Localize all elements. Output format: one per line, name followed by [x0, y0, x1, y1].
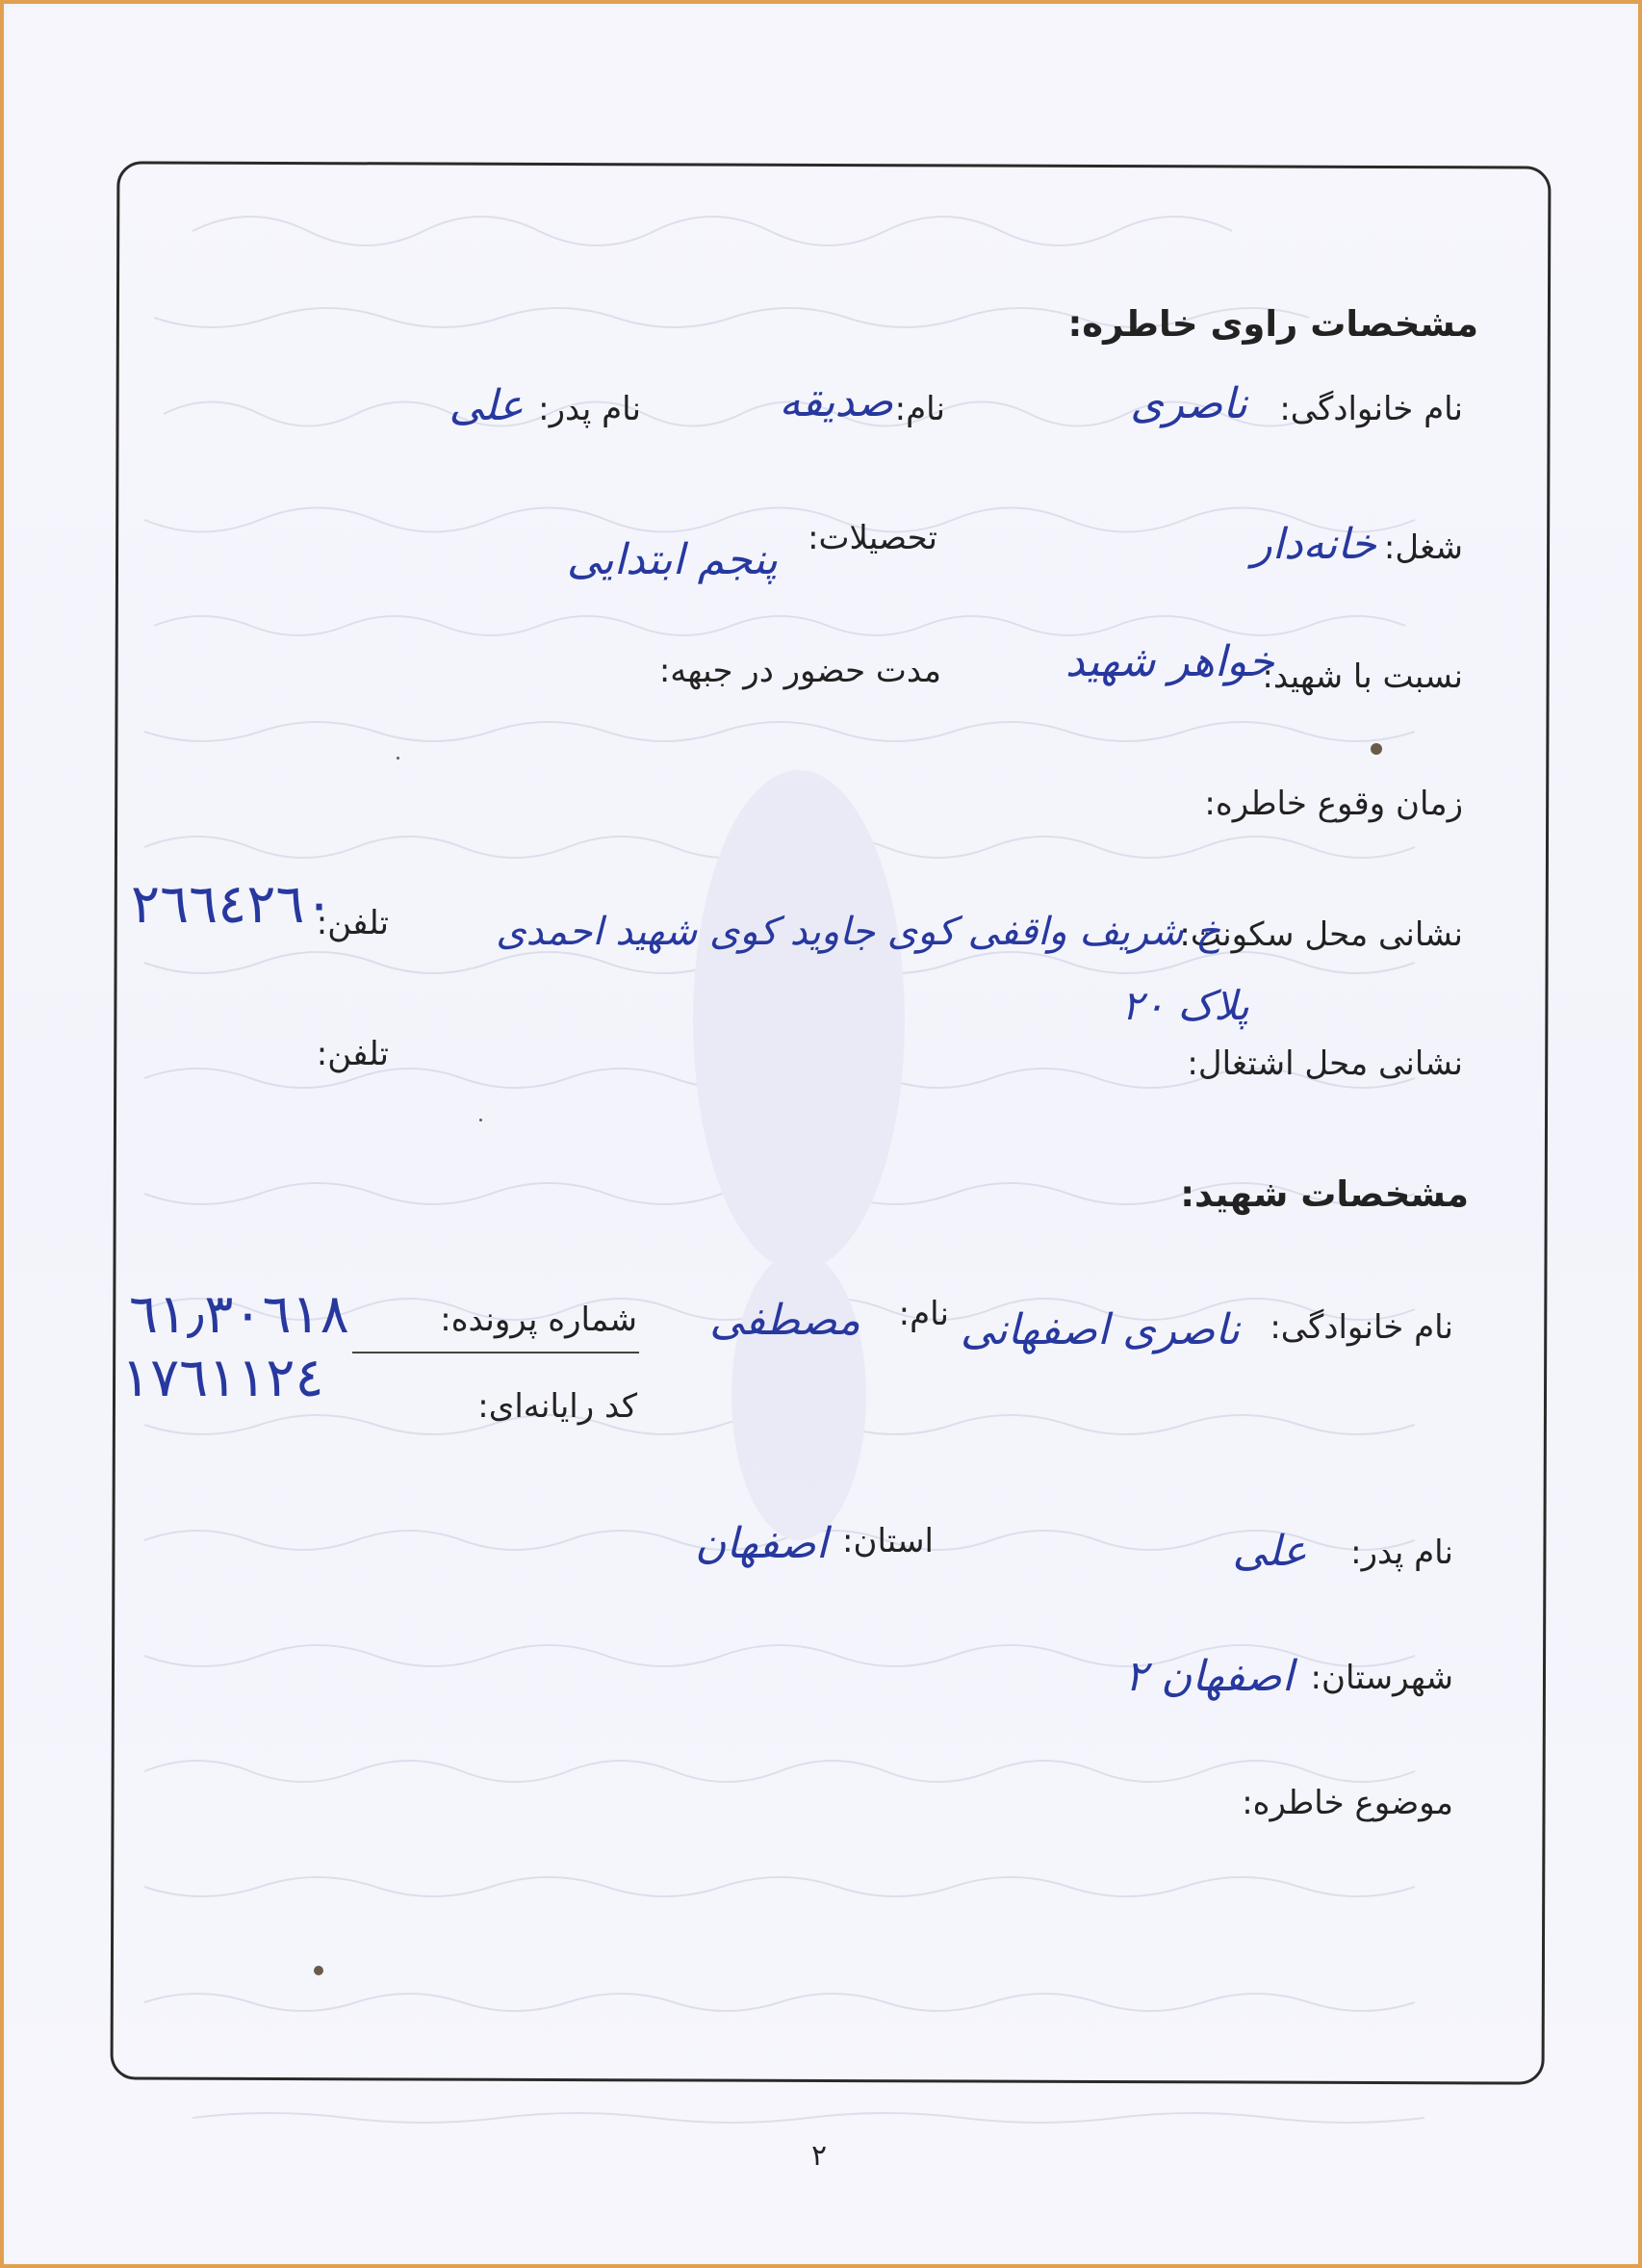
- ink-speck: [397, 757, 399, 760]
- narrator-education-label: تحصیلات:: [808, 519, 937, 557]
- narrator-family-name-label: نام خانوادگی:: [1279, 390, 1463, 428]
- martyr-heading: مشخصات شهید:: [1180, 1173, 1469, 1215]
- ink-speck: [1371, 743, 1382, 755]
- narrator-home-address-extra: پلاک ۲۰: [1121, 982, 1249, 1029]
- narrator-family-name-value: ناصری: [1130, 379, 1247, 428]
- narrator-home-address-label: نشانی محل سکونت:: [1179, 915, 1463, 954]
- martyr-computer-code-label: کد رایانه‌ای:: [477, 1387, 637, 1426]
- martyr-father-name-value: علی: [1232, 1527, 1307, 1576]
- martyr-first-name-label: نام:: [898, 1295, 949, 1333]
- narrator-front-duration-label: مدت حضور در جبهه:: [658, 652, 941, 690]
- narrator-home-phone-label: تلفن:: [316, 904, 389, 942]
- narrator-home-phone-value: ٢٦٦٤٢٦٠: [131, 873, 334, 936]
- martyr-city-label: شهرستان:: [1310, 1659, 1453, 1697]
- narrator-father-name-label: نام پدر:: [538, 390, 641, 428]
- narrator-father-name-value: علی: [449, 381, 524, 430]
- martyr-province-value: اصفهان: [695, 1519, 828, 1568]
- martyr-memory-subject-label: موضوع خاطره:: [1242, 1784, 1453, 1822]
- narrator-work-address-label: نشانی محل اشتغال:: [1187, 1044, 1463, 1083]
- narrator-relation-value: خواهر شهید: [1065, 637, 1274, 686]
- martyr-father-name-label: نام پدر:: [1350, 1533, 1453, 1572]
- narrator-relation-label: نسبت با شهید:: [1262, 657, 1463, 696]
- ink-speck: [314, 1966, 323, 1975]
- narrator-first-name-label: نام:: [894, 390, 945, 428]
- martyr-province-label: استان:: [842, 1522, 934, 1560]
- martyr-computer-code-value: ١٧٦١١٢٤: [121, 1347, 324, 1409]
- narrator-memory-time-label: زمان وقوع خاطره:: [1204, 785, 1463, 823]
- martyr-family-name-label: نام خانوادگی:: [1270, 1308, 1453, 1347]
- file-number-underline: [352, 1352, 639, 1353]
- narrator-home-address-value: خ شریف واقفی کوی جاوید کوی شهید احمدی: [496, 910, 1220, 954]
- martyr-file-number-label: شماره پرونده:: [440, 1301, 637, 1339]
- martyr-first-name-value: مصطفی: [709, 1296, 860, 1345]
- martyr-family-name-value: ناصری اصفهانی: [960, 1305, 1240, 1354]
- martyr-city-value: اصفهان ۲: [1124, 1652, 1294, 1701]
- ink-speck: [479, 1119, 482, 1121]
- narrator-first-name-value: صدیقه: [779, 377, 893, 426]
- narrator-occupation-value: خانه‌دار: [1251, 520, 1376, 569]
- narrator-work-phone-label: تلفن:: [316, 1035, 389, 1073]
- narrator-occupation-label: شغل:: [1383, 528, 1463, 567]
- page-number: ٢: [810, 2139, 828, 2173]
- narrator-heading: مشخصات راوی خاطره:: [1067, 303, 1478, 345]
- narrator-education-value: پنجم ابتدایی: [566, 535, 778, 584]
- martyr-file-number-value: ٦١٫٣٠٦١٨: [129, 1283, 349, 1346]
